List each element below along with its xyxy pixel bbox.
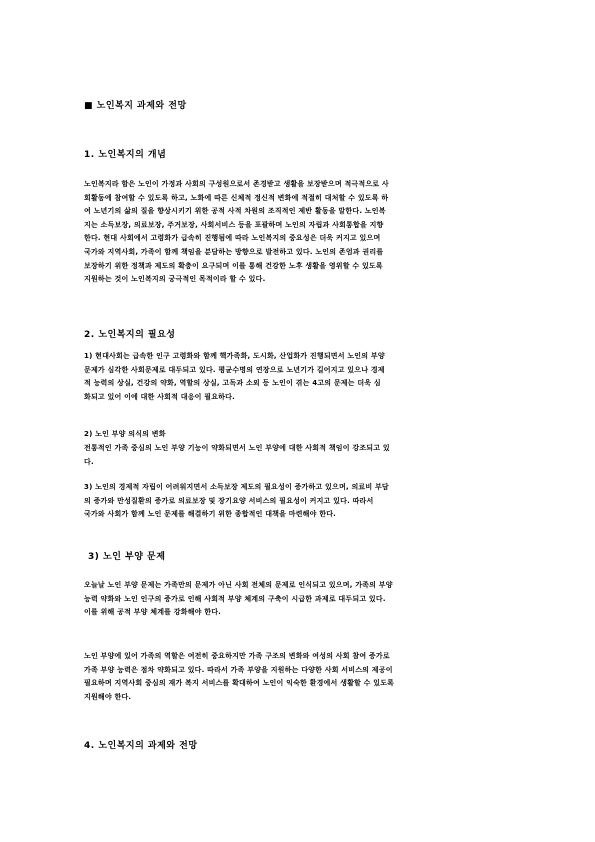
paragraph-line: 지원해야 한다. <box>84 692 132 701</box>
section-heading-1: 1. 노인복지의 개념 <box>84 150 167 160</box>
paragraph-line: 한다. 현대 사회에서 고령화가 급속히 진행됨에 따라 노인복지의 중요성은 더욱 커지고 있으며 <box>84 234 381 243</box>
paragraph <box>84 650 512 704</box>
paragraph-line: 노인복지라 함은 노인이 가정과 사회의 구성원으로서 존경받고 생활을 보장받으며 적극적으로 사 <box>84 180 389 188</box>
subheading <box>84 428 512 442</box>
paragraph-line: 능력 약화와 노인 인구의 증가로 인해 사회적 부양 체계의 구축이 시급한 과제로 대두되고 있다. <box>84 594 386 603</box>
section-heading-3: 3) 노인 부양 문제 <box>88 552 166 562</box>
subheading-text: 2) 노인 부양 의식의 변화 <box>84 430 166 438</box>
paragraph-line: 화되고 있어 이에 대한 사회적 대응이 필요하다. <box>84 392 235 401</box>
paragraph-line: 회활동에 참여할 수 있도록 하고, 노화에 따른 신체적 정신적 변화에 적절히 대처할 수 있도록 하 <box>84 193 389 202</box>
paragraph-line: 적 능력의 상실, 건강의 약화, 역할의 상실, 고독과 소외 등 노인이 겪는 4고의 문제는 더욱 심 <box>84 379 381 388</box>
paragraph-line: 3) 노인의 경제적 자립이 어려워지면서 소득보장 제도의 필요성이 증가하고 있으며, 의료비 부담 <box>84 483 389 491</box>
paragraph-line: 가족 부양 능력은 점차 약화되고 있다. 따라서 가족 부양을 지원하는 다양한 사회 서비스의 제공이 <box>84 665 393 674</box>
paragraph-line: 오늘날 노인 부양 문제는 가족만의 문제가 아닌 사회 전체의 문제로 인식되고 있으며, 가족의 부양 <box>84 581 393 589</box>
paragraph <box>84 178 512 287</box>
paragraph-line: 지는 소득보장, 의료보장, 주거보장, 사회서비스 등을 포괄하며 노인의 자립과 사회통합을 지향 <box>84 220 384 229</box>
paragraph <box>84 442 512 469</box>
paragraph-line: 의 증가와 만성질환의 증가로 의료보장 및 장기요양 서비스의 필요성이 커지고 있다. 따라서 <box>84 496 374 505</box>
section-heading-4: 4. 노인복지의 과제와 전망 <box>84 741 198 751</box>
paragraph <box>84 481 512 522</box>
paragraph-line: 문제가 심각한 사회문제로 대두되고 있다. 평균수명의 연장으로 노년기가 길어지고 있으나 경제 <box>84 365 385 374</box>
paragraph-line: 국가와 지역사회, 가족이 함께 책임을 분담하는 방향으로 발전하고 있다. 노인의 존엄과 권리를 <box>84 247 384 256</box>
paragraph-line: 1) 현대사회는 급속한 인구 고령화와 함께 핵가족화, 도시화, 산업화가 진행되면서 노인의 부양 <box>84 352 385 360</box>
paragraph-line: 이를 위해 공적 부양 체계를 강화해야 한다. <box>84 608 222 617</box>
paragraph-line: 필요하며 지역사회 중심의 재가 복지 서비스를 확대하여 노인이 익숙한 환경에서 생활할 수 있도록 <box>84 679 395 688</box>
paragraph-line: 전통적인 가족 중심의 노인 부양 기능이 약화되면서 노인 부양에 대한 사회적 책임이 강조되고 있 <box>84 444 390 452</box>
paragraph <box>84 579 512 620</box>
paragraph-line: 노인 부양에 있어 가족의 역할은 여전히 중요하지만 가족 구조의 변화와 여성의 사회 참여 증가로 <box>84 652 390 660</box>
paragraph <box>84 350 512 404</box>
document-title: ■ 노인복지 과제와 전망 <box>84 101 187 111</box>
paragraph-line: 지원하는 것이 노인복지의 궁극적인 목적이라 할 수 있다. <box>84 275 266 284</box>
paragraph-line: 국가와 사회가 함께 노인 문제를 해결하기 위한 종합적인 대책을 마련해야 한다. <box>84 510 337 519</box>
paragraph-line: 여 노년기의 삶의 질을 향상시키기 위한 공적 사적 차원의 조직적인 제반 활동을 말한다. 노인복 <box>84 207 386 216</box>
section-heading-2: 2. 노인복지의 필요성 <box>84 330 176 340</box>
paragraph-line: 다. <box>84 457 94 466</box>
paragraph-line: 보장하기 위한 정책과 제도의 확충이 요구되며 이를 통해 건강한 노후 생활을 영위할 수 있도록 <box>84 261 383 270</box>
